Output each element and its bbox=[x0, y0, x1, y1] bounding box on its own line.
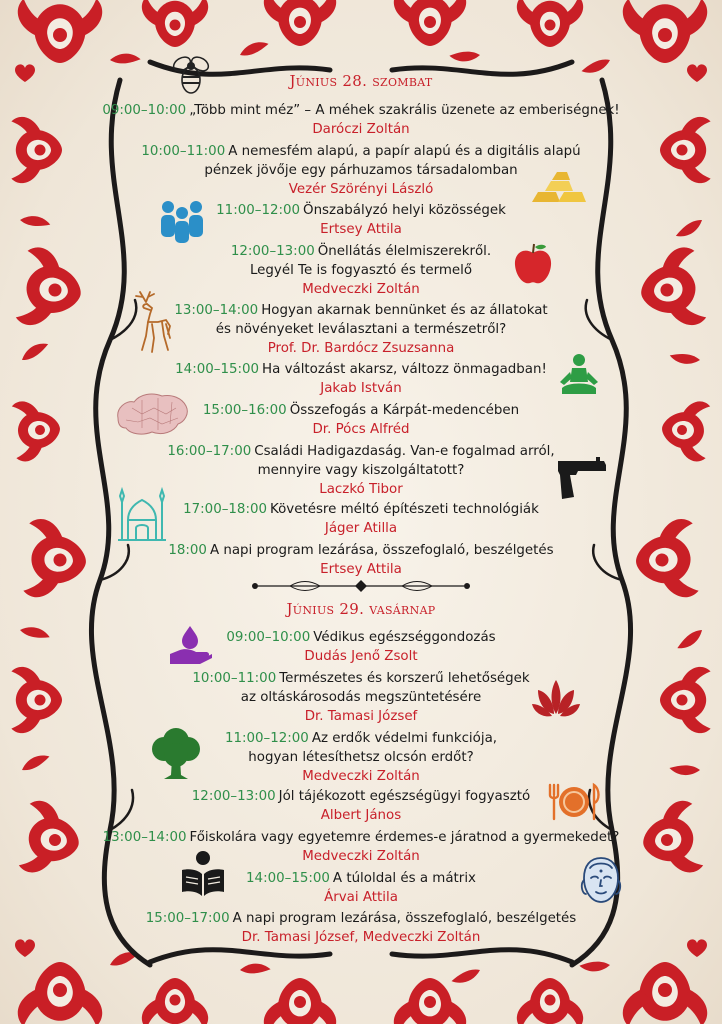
program-entry bbox=[0, 101, 722, 139]
carpathian-map-icon bbox=[112, 388, 192, 440]
entry-time: 11:00–12:00 bbox=[224, 731, 309, 746]
entry-title: Főiskolára vagy egyetemre érdemes-e járatnod a gyermekedet? bbox=[189, 830, 620, 845]
entry-speaker: Jakab István bbox=[320, 381, 402, 396]
entry-line bbox=[0, 628, 722, 647]
entry-line bbox=[0, 401, 722, 420]
entry-time: 09:00–10:00 bbox=[226, 630, 311, 645]
entry-time: 15:00–17:00 bbox=[145, 911, 230, 926]
entry-speaker: Prof. Dr. Bardócz Zsuzsanna bbox=[267, 341, 455, 356]
meditation-icon bbox=[556, 352, 602, 398]
plate-cutlery-icon bbox=[546, 781, 602, 823]
entry-title: A napi program lezárása, összefoglaló, beszélgetés bbox=[209, 543, 554, 558]
program-entry bbox=[0, 628, 722, 666]
entry-time: 10:00–11:00 bbox=[141, 144, 226, 159]
community-icon bbox=[156, 197, 208, 245]
entry-line bbox=[0, 242, 722, 261]
entry-time: 12:00–13:00 bbox=[191, 789, 276, 804]
day-title-saturday: Június 28. szombat bbox=[289, 72, 433, 90]
entry-speaker: Laczkó Tibor bbox=[319, 482, 403, 497]
entry-time: 14:00–15:00 bbox=[175, 362, 260, 377]
entry-title: Védikus egészséggondozás bbox=[313, 630, 496, 645]
entry-time: 13:00–14:00 bbox=[174, 303, 259, 318]
entry-title: Összefogás a Kárpát-medencében bbox=[289, 403, 520, 418]
entry-title: Családi Hadigazdaság. Van-e fogalmad arról, bbox=[254, 444, 555, 459]
entry-speaker: Dr. Tamasi József bbox=[304, 709, 418, 724]
entry-speaker: Dr. Tamasi József, Medveczki Zoltán bbox=[241, 930, 481, 945]
program-entry bbox=[0, 787, 722, 825]
entry-line bbox=[0, 201, 722, 220]
entry-time: 15:00–16:00 bbox=[202, 403, 287, 418]
program-entry bbox=[0, 201, 722, 239]
entry-title: Követésre méltó építészeti technológiák bbox=[270, 502, 539, 517]
pistol-icon bbox=[556, 453, 608, 501]
entry-speaker: Ertsey Attila bbox=[320, 562, 402, 577]
entry-line bbox=[0, 909, 722, 928]
buddha-face-icon bbox=[578, 854, 624, 908]
entry-time: 12:00–13:00 bbox=[230, 244, 315, 259]
program-entry bbox=[0, 301, 722, 358]
entry-speaker: Ertsey Attila bbox=[320, 222, 402, 237]
ornamental-divider bbox=[250, 579, 472, 593]
entry-line bbox=[0, 787, 722, 806]
entry-time: 17:00–18:00 bbox=[183, 502, 267, 517]
program-entry bbox=[0, 729, 722, 786]
entry-time: 11:00–12:00 bbox=[216, 203, 301, 218]
entry-title: Jól tájékozott egészségügyi fogyasztó bbox=[278, 789, 531, 804]
entry-line bbox=[0, 101, 722, 120]
entry-speaker: Dudás Jenő Zsolt bbox=[304, 649, 418, 664]
entry-speaker: Jáger Atilla bbox=[324, 521, 398, 536]
entry-title: Az erdők védelmi funkciója, bbox=[311, 731, 498, 746]
day-title-sunday: Június 29. vasárnap bbox=[286, 600, 436, 618]
entry-line: Legyél Te is fogyasztó és termelő bbox=[249, 263, 473, 278]
program-entry bbox=[0, 401, 722, 439]
entry-speaker: Medveczki Zoltán bbox=[302, 769, 420, 784]
entry-line bbox=[0, 442, 722, 461]
entry-time: 10:00–11:00 bbox=[192, 671, 277, 686]
entry-speaker: Árvai Attila bbox=[324, 890, 398, 905]
entry-line: az oltáskárosodás megszüntetésére bbox=[240, 690, 482, 705]
entry-time: 13:00–14:00 bbox=[102, 830, 187, 845]
entry-title: „Több mint méz” – A méhek szakrális üzenete az emberiségnek! bbox=[189, 103, 620, 118]
entry-line bbox=[0, 669, 722, 688]
entry-line bbox=[0, 360, 722, 379]
entry-line bbox=[0, 828, 722, 847]
entry-line bbox=[0, 729, 722, 748]
entry-speaker: Dr. Pócs Alfréd bbox=[312, 422, 410, 437]
entry-line: hogyan létesíthetsz olcsón erdőt? bbox=[248, 750, 474, 765]
entry-title: A túloldal és a mátrix bbox=[332, 871, 476, 886]
entry-line bbox=[0, 541, 722, 560]
entry-title: Önszabályzó helyi közösségek bbox=[303, 203, 506, 218]
entry-line bbox=[0, 500, 722, 519]
entry-title: A napi program lezárása, összefoglaló, beszélgetés bbox=[232, 911, 577, 926]
entry-line: és növényeket leválasztani a természetről? bbox=[215, 322, 507, 337]
entry-time: 18:00 bbox=[168, 543, 207, 558]
tree-icon bbox=[148, 727, 202, 781]
program-entry bbox=[0, 442, 722, 499]
entry-title: Természetes és korszerű lehetőségek bbox=[279, 671, 530, 686]
apple-icon bbox=[510, 241, 556, 287]
entry-speaker: Albert János bbox=[320, 808, 402, 823]
bee-icon bbox=[170, 52, 212, 98]
entry-time: 14:00–15:00 bbox=[246, 871, 330, 886]
program-entry bbox=[0, 242, 722, 299]
entry-line: mennyire vagy kiszolgáltatott? bbox=[257, 463, 465, 478]
entry-title: Ha változást akarsz, változz önmagadban! bbox=[262, 362, 547, 377]
entry-speaker: Daróczi Zoltán bbox=[312, 122, 410, 137]
entry-speaker: Vezér Szörényi László bbox=[288, 182, 434, 197]
program-entry bbox=[0, 909, 722, 947]
reading-person-icon bbox=[178, 850, 228, 900]
entry-title: Önellátás élelmiszerekről. bbox=[317, 244, 492, 259]
entry-title: Hogyan akarnak bennünket és az állatokat bbox=[261, 303, 548, 318]
program-entry bbox=[0, 669, 722, 726]
mosque-icon bbox=[114, 486, 170, 542]
entry-line bbox=[0, 142, 722, 161]
program-entry bbox=[0, 500, 722, 538]
deer-icon bbox=[130, 290, 176, 356]
gold-bars-icon bbox=[528, 168, 588, 206]
entry-time: 09:00–10:00 bbox=[102, 103, 187, 118]
lotus-icon bbox=[530, 676, 582, 720]
entry-speaker: Medveczki Zoltán bbox=[302, 282, 420, 297]
entry-title: A nemesfém alapú, a papír alapú és a digitális alapú bbox=[228, 144, 581, 159]
program-entry bbox=[0, 360, 722, 398]
entry-speaker: Medveczki Zoltán bbox=[302, 849, 420, 864]
entry-line bbox=[0, 301, 722, 320]
program-entry bbox=[0, 541, 722, 579]
entry-line: pénzek jövője egy párhuzamos társadalomban bbox=[204, 163, 518, 178]
program-entry bbox=[0, 142, 722, 199]
hand-drop-icon bbox=[168, 624, 214, 666]
entry-time: 16:00–17:00 bbox=[167, 444, 252, 459]
